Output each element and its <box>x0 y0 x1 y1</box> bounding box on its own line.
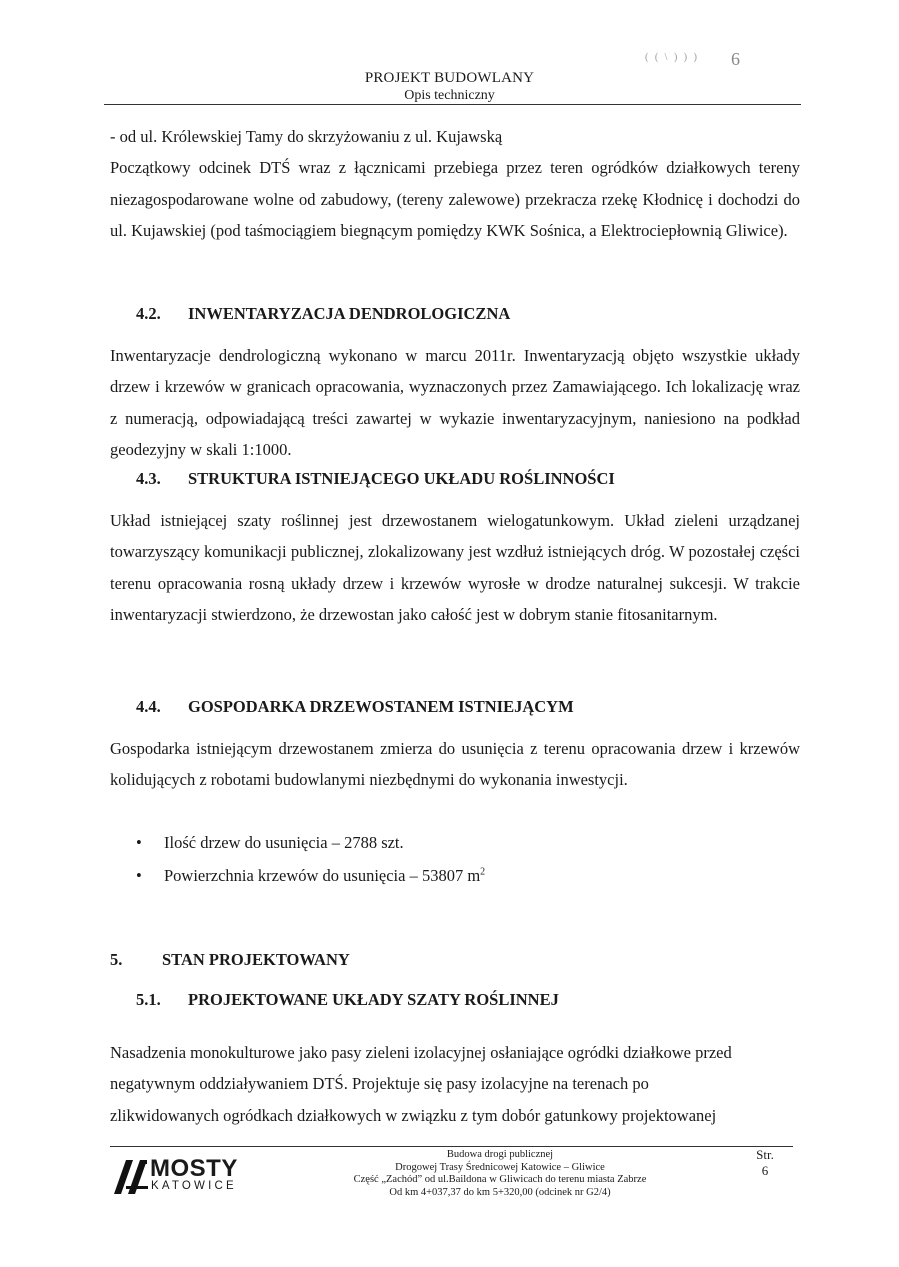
section-paragraph-4-2: Inwentaryzacje dendrologiczną wykonano w marcu 2011r. Inwentaryzacją objęto wszystkie układy drzew i krzewów w granicach opracowania, wyznaczonych przez Zamawiającego. Ich lokalizację wraz z numeracją, odpowiadającą treści zawartej w wykazie inwentaryzacyjnym, naniesiono na podkład geodezyjny w skali 1:1000. <box>110 346 800 459</box>
bullet-icon: • <box>136 833 142 852</box>
document-subtitle: Opis techniczny <box>404 88 495 103</box>
intro-line: - od ul. Królewskiej Tamy do skrzyżowaniu z ul. Kujawską <box>110 127 503 146</box>
page-label: Str. <box>756 1147 774 1162</box>
section-heading-5 <box>110 950 350 970</box>
bullet-icon: • <box>136 866 142 885</box>
section-number: 4.3. <box>136 469 161 488</box>
intro-section <box>110 121 800 246</box>
section-number: 4.4. <box>136 697 161 716</box>
archive-stamp: ( ( \ ) ) ) <box>645 52 699 63</box>
footer-line: Część „Zachód” od ul.Baildona w Gliwicach do terenu miasta Zabrze <box>353 1174 647 1185</box>
section-paragraph-5-1 <box>110 1037 800 1131</box>
section-number: 5.1. <box>136 990 161 1009</box>
page-number: 6 <box>761 1163 769 1178</box>
section-number: 4.2. <box>136 304 161 323</box>
section-paragraph-4-3: Układ istniejącej szaty roślinnej jest drzewostanem wielogatunkowym. Układ zieleni urządzanej towarzyszący komunikacji publicznej, zlokalizowany jest wzdłuż istniejących dróg. W pozostałej części terenu opracowania rosną układy drzew i krzewów wyrosłe w drodze naturalnej sukcesji. W trakcie inwentaryzacji stwierdzono, że drzewostan jako całość jest w dobrym stanie fitosanitarnym. <box>110 511 800 624</box>
page-number-block <box>740 1147 790 1179</box>
document-title: PROJEKT BUDOWLANY <box>364 70 535 86</box>
intro-paragraph: Początkowy odcinek DTŚ wraz z łącznicami przebiega przez teren ogródków działkowych tereny niezagospodarowane wolne od zabudowy, (tereny zalewowe) przekracza rzekę Kłodnicę i dochodzi do ul. Kujawskiej (pod taśmociągiem biegnącym pomiędzy KWK Sośnica, a Elektrociepłownią Gliwice). <box>110 158 800 240</box>
footer-line: Od km 4+037,37 do km 5+320,00 (odcinek nr G2/4) <box>389 1186 611 1198</box>
list-item <box>136 833 404 853</box>
list-item <box>136 866 485 886</box>
section-title: STRUKTURA ISTNIEJĄCEGO UKŁADU ROŚLINNOŚCI <box>188 469 615 488</box>
section-title: GOSPODARKA DRZEWOSTANEM ISTNIEJĄCYM <box>188 697 574 716</box>
list-item-text: Powierzchnia krzewów do usunięcia – 53807 m <box>164 866 481 885</box>
section-title: PROJEKTOWANE UKŁADY SZATY ROŚLINNEJ <box>188 990 559 1009</box>
logo-subtitle: KATOWICE <box>151 1180 237 1192</box>
archive-stamp-number: 6 <box>731 49 740 69</box>
section-heading-4-3 <box>136 469 615 489</box>
section-heading-4-4 <box>136 697 574 717</box>
paragraph-line: Nasadzenia monokulturowe jako pasy zieleni izolacyjnej osłaniające ogródki działkowe przed <box>110 1043 732 1062</box>
footer-project-info <box>300 1149 700 1199</box>
list-item-text: Ilość drzew do usunięcia – 2788 szt. <box>164 833 404 852</box>
footer-line: Drogowej Trasy Średnicowej Katowice – Gliwice <box>395 1161 605 1173</box>
section-number: 5. <box>110 950 123 969</box>
section-title: STAN PROJEKTOWANY <box>162 950 350 969</box>
section-paragraph-4-4: Gospodarka istniejącym drzewostanem zmierza do usunięcia z terenu opracowania drzew i krzewów kolidujących z robotami budowlanymi niezbędnymi do wykonania inwestycji. <box>110 739 800 790</box>
section-title: INWENTARYZACJA DENDROLOGICZNA <box>188 304 511 323</box>
footer-rule <box>110 1146 793 1147</box>
paragraph-line: zlikwidowanych ogródkach działkowych w związku z tym dobór gatunkowy projektowanej <box>110 1105 717 1125</box>
logo-wordmark: MOSTY <box>150 1155 238 1182</box>
section-heading-4-2 <box>136 304 510 324</box>
paragraph-line: negatywnym oddziaływaniem DTŚ. Projektuje się pasy izolacyjne na terenach po <box>110 1074 649 1094</box>
section-heading-5-1 <box>136 990 559 1010</box>
superscript: 2 <box>480 866 486 878</box>
header-rule <box>104 104 801 105</box>
footer-line: Budowa drogi publicznej <box>446 1149 554 1160</box>
